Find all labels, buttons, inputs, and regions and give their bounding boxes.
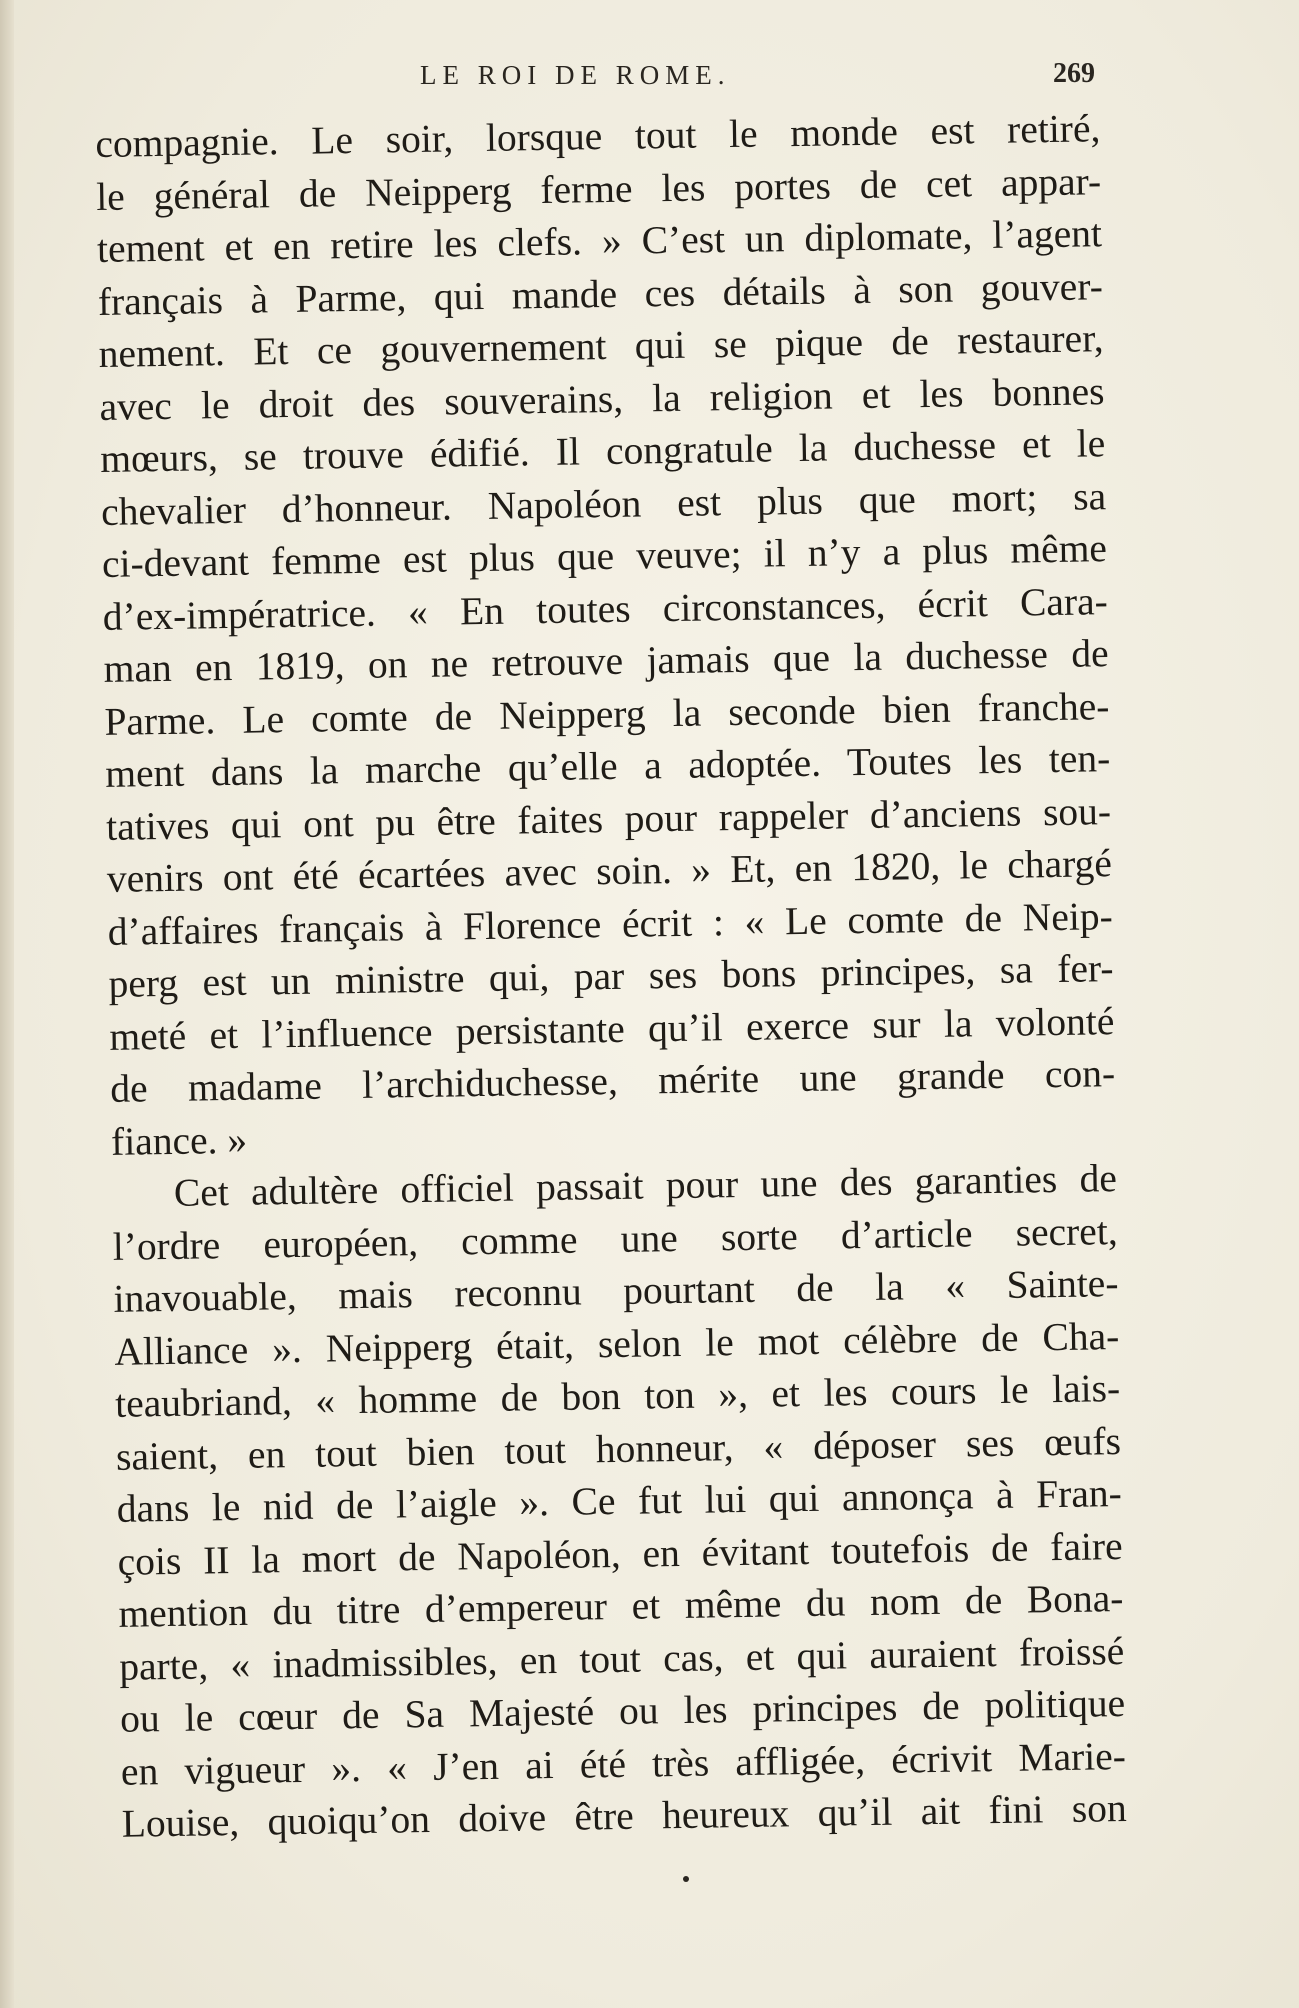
page-header (95, 58, 1095, 102)
text-line: venirs ont été écartées avec soin. » Et, en 1820, le chargé (106, 841, 1113, 901)
text-line: Alliance ». Neipperg était, selon le mot célèbre de Cha- (114, 1313, 1120, 1374)
text-line: man en 1819, on ne retrouve jamais que la duchesse de (103, 631, 1109, 691)
text-line: mention du titre d’empereur et même du nom de Bona- (118, 1576, 1124, 1636)
page-gutter (0, 0, 14, 2008)
text-line: teaubriand, « homme de bon ton », et les cours le lais- (114, 1366, 1121, 1426)
text-line: dans le nid de l’aigle ». Ce fut lui qui annonça à Fran- (116, 1471, 1123, 1531)
text-line: saient, en tout bien tout honneur, « déposer ses œufs (115, 1418, 1122, 1479)
text-line: nement. Et ce gouvernement qui se pique de restaurer, (98, 316, 1104, 376)
body-text (95, 102, 1127, 1850)
paragraph-end-line: fiance. » (110, 1117, 248, 1164)
running-head: LE ROI DE ROME. (420, 60, 731, 90)
text-line: parte, « inadmissibles, en tout cas, et qui auraient froissé (118, 1628, 1125, 1689)
text-line: de madame l’archiduchesse, mérite une grande con- (109, 1051, 1116, 1111)
page-number: 269 (1053, 58, 1095, 89)
text-line: en vigueur ». « J’en ai été très affligée, écrivit Marie- (120, 1733, 1127, 1794)
text-line: chevalier d’honneur. Napoléon est plus que mort; sa (100, 473, 1107, 534)
signature-mark (683, 1876, 689, 1882)
text-line: d’ex-impératrice. « En toutes circonstances, écrit Cara- (102, 578, 1109, 639)
text-line: inavouable, mais reconnu pourtant de la « Sainte- (113, 1261, 1119, 1321)
text-line: l’ordre européen, comme une sorte d’article secret, (112, 1208, 1118, 1269)
text-line: ment dans la marche qu’elle a adoptée. Toutes les ten- (104, 736, 1111, 796)
text-line: le général de Neipperg ferme les portes de cet appar- (95, 158, 1102, 219)
text-line: français à Parme, qui mande ces détails à son gouver- (97, 263, 1104, 324)
text-line: d’affaires français à Florence écrit : « Le comte de Neip- (107, 893, 1113, 954)
text-line: çois II la mort de Napoléon, en évitant toutefois de faire (117, 1523, 1123, 1584)
text-line: tatives qui ont pu être faites pour rappeler d’anciens sou- (105, 788, 1112, 849)
text-line: perg est un ministre qui, par ses bons principes, sa fer- (108, 946, 1114, 1006)
text-line: Parme. Le comte de Neipperg la seconde bien franche- (104, 683, 1110, 744)
text-line: mœurs, se trouve édifié. Il congratule la duchesse et le (100, 421, 1106, 481)
text-line: compagnie. Le soir, lorsque tout le monde est retiré, (95, 106, 1101, 166)
paragraph-start-line: Cet adultère officiel passait pour une des garanties de (173, 1156, 1118, 1215)
text-line: ou le cœur de Sa Majesté ou les principes de politique (119, 1681, 1126, 1741)
text-line: tement et en retire les clefs. » C’est un diplomate, l’agent (96, 211, 1103, 271)
text-line: ci-devant femme est plus que veuve; il n’y a plus même (101, 526, 1108, 586)
text-line: avec le droit des souverains, la religion et les bonnes (99, 368, 1105, 429)
text-line: Louise, quoiqu’on doive être heureux qu’il ait fini son (121, 1786, 1128, 1846)
text-line: meté et l’influence persistante qu’il exerce sur la volonté (109, 998, 1115, 1059)
